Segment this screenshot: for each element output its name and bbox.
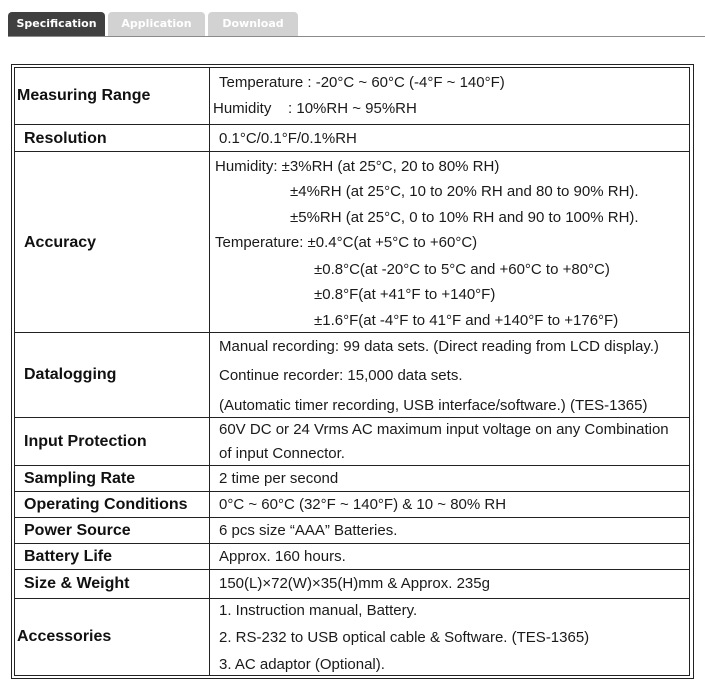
tab-download[interactable]: Download (208, 12, 298, 36)
row-label-measuring-range: Measuring Range (17, 87, 151, 104)
value-line: Humidity : 10%RH ~ 95%RH (213, 100, 417, 117)
value-line: ±0.8°F(at +41°F to +140°F) (314, 286, 496, 303)
value-line: of input Connector. (219, 445, 345, 462)
label-cell (14, 517, 210, 544)
value-cell (209, 151, 690, 333)
value-cell (209, 417, 690, 466)
value-line: (Automatic timer recording, USB interface/software.) (TES-1365) (219, 397, 648, 414)
value-cell (209, 332, 690, 418)
label-cell (14, 151, 210, 333)
value-cell (209, 67, 690, 125)
value-line: Humidity: ±3%RH (at 25°C, 20 to 80% RH) (215, 158, 500, 175)
tab-application[interactable]: Application (108, 12, 205, 36)
row-label-datalogging: Datalogging (24, 366, 117, 383)
value-cell (209, 517, 690, 544)
value-line: ±1.6°F(at -4°F to 41°F and +140°F to +176°F) (314, 312, 619, 329)
value-cell (209, 598, 690, 676)
value-line: ±4%RH (at 25°C, 10 to 20% RH and 80 to 90% RH). (290, 183, 639, 200)
label-cell (14, 67, 210, 125)
value-line: 2. RS-232 to USB optical cable & Software. (TES-1365) (219, 629, 590, 646)
value-line: 0°C ~ 60°C (32°F ~ 140°F) & 10 ~ 80% RH (219, 496, 507, 513)
tab-specification[interactable]: Specification (8, 12, 105, 36)
value-line: Temperature : -20°C ~ 60°C (-4°F ~ 140°F) (219, 74, 505, 91)
value-cell (209, 543, 690, 570)
value-line: ±0.8°C(at -20°C to 5°C and +60°C to +80°C) (314, 261, 610, 278)
tab-bar (8, 12, 705, 37)
label-cell (14, 569, 210, 599)
row-label-power-source: Power Source (24, 522, 131, 539)
value-line: 2 time per second (219, 470, 339, 487)
label-cell (14, 417, 210, 466)
row-label-input-protection: Input Protection (24, 433, 147, 450)
value-line: Temperature: ±0.4°C(at +5°C to +60°C) (215, 234, 478, 251)
value-cell (209, 465, 690, 492)
value-line: Continue recorder: 15,000 data sets. (219, 367, 463, 384)
row-label-accuracy: Accuracy (24, 234, 97, 251)
value-line: 3. AC adaptor (Optional). (219, 656, 385, 673)
value-cell (209, 491, 690, 518)
row-label-resolution: Resolution (24, 130, 107, 147)
label-cell (14, 598, 210, 676)
value-line: Manual recording: 99 data sets. (Direct reading from LCD display.) (219, 338, 659, 355)
value-line: 1. Instruction manual, Battery. (219, 602, 418, 619)
label-cell (14, 332, 210, 418)
label-cell (14, 465, 210, 492)
row-label-operating-conditions: Operating Conditions (24, 496, 188, 513)
value-cell (209, 124, 690, 152)
value-line: 6 pcs size “AAA” Batteries. (219, 522, 398, 539)
value-cell (209, 569, 690, 599)
label-cell (14, 543, 210, 570)
value-line: 0.1°C/0.1°F/0.1%RH (219, 130, 357, 147)
value-line: Approx. 160 hours. (219, 548, 346, 565)
label-cell (14, 124, 210, 152)
label-cell (14, 491, 210, 518)
row-label-battery-life: Battery Life (24, 548, 113, 565)
row-label-size-weight: Size & Weight (24, 575, 130, 592)
value-line: 60V DC or 24 Vrms AC maximum input voltage on any Combination (219, 421, 669, 438)
value-line: ±5%RH (at 25°C, 0 to 10% RH and 90 to 100% RH). (290, 209, 639, 226)
value-line: 150(L)×72(W)×35(H)mm & Approx. 235g (219, 575, 490, 592)
row-label-sampling-rate: Sampling Rate (24, 470, 136, 487)
row-label-accessories: Accessories (17, 628, 112, 645)
